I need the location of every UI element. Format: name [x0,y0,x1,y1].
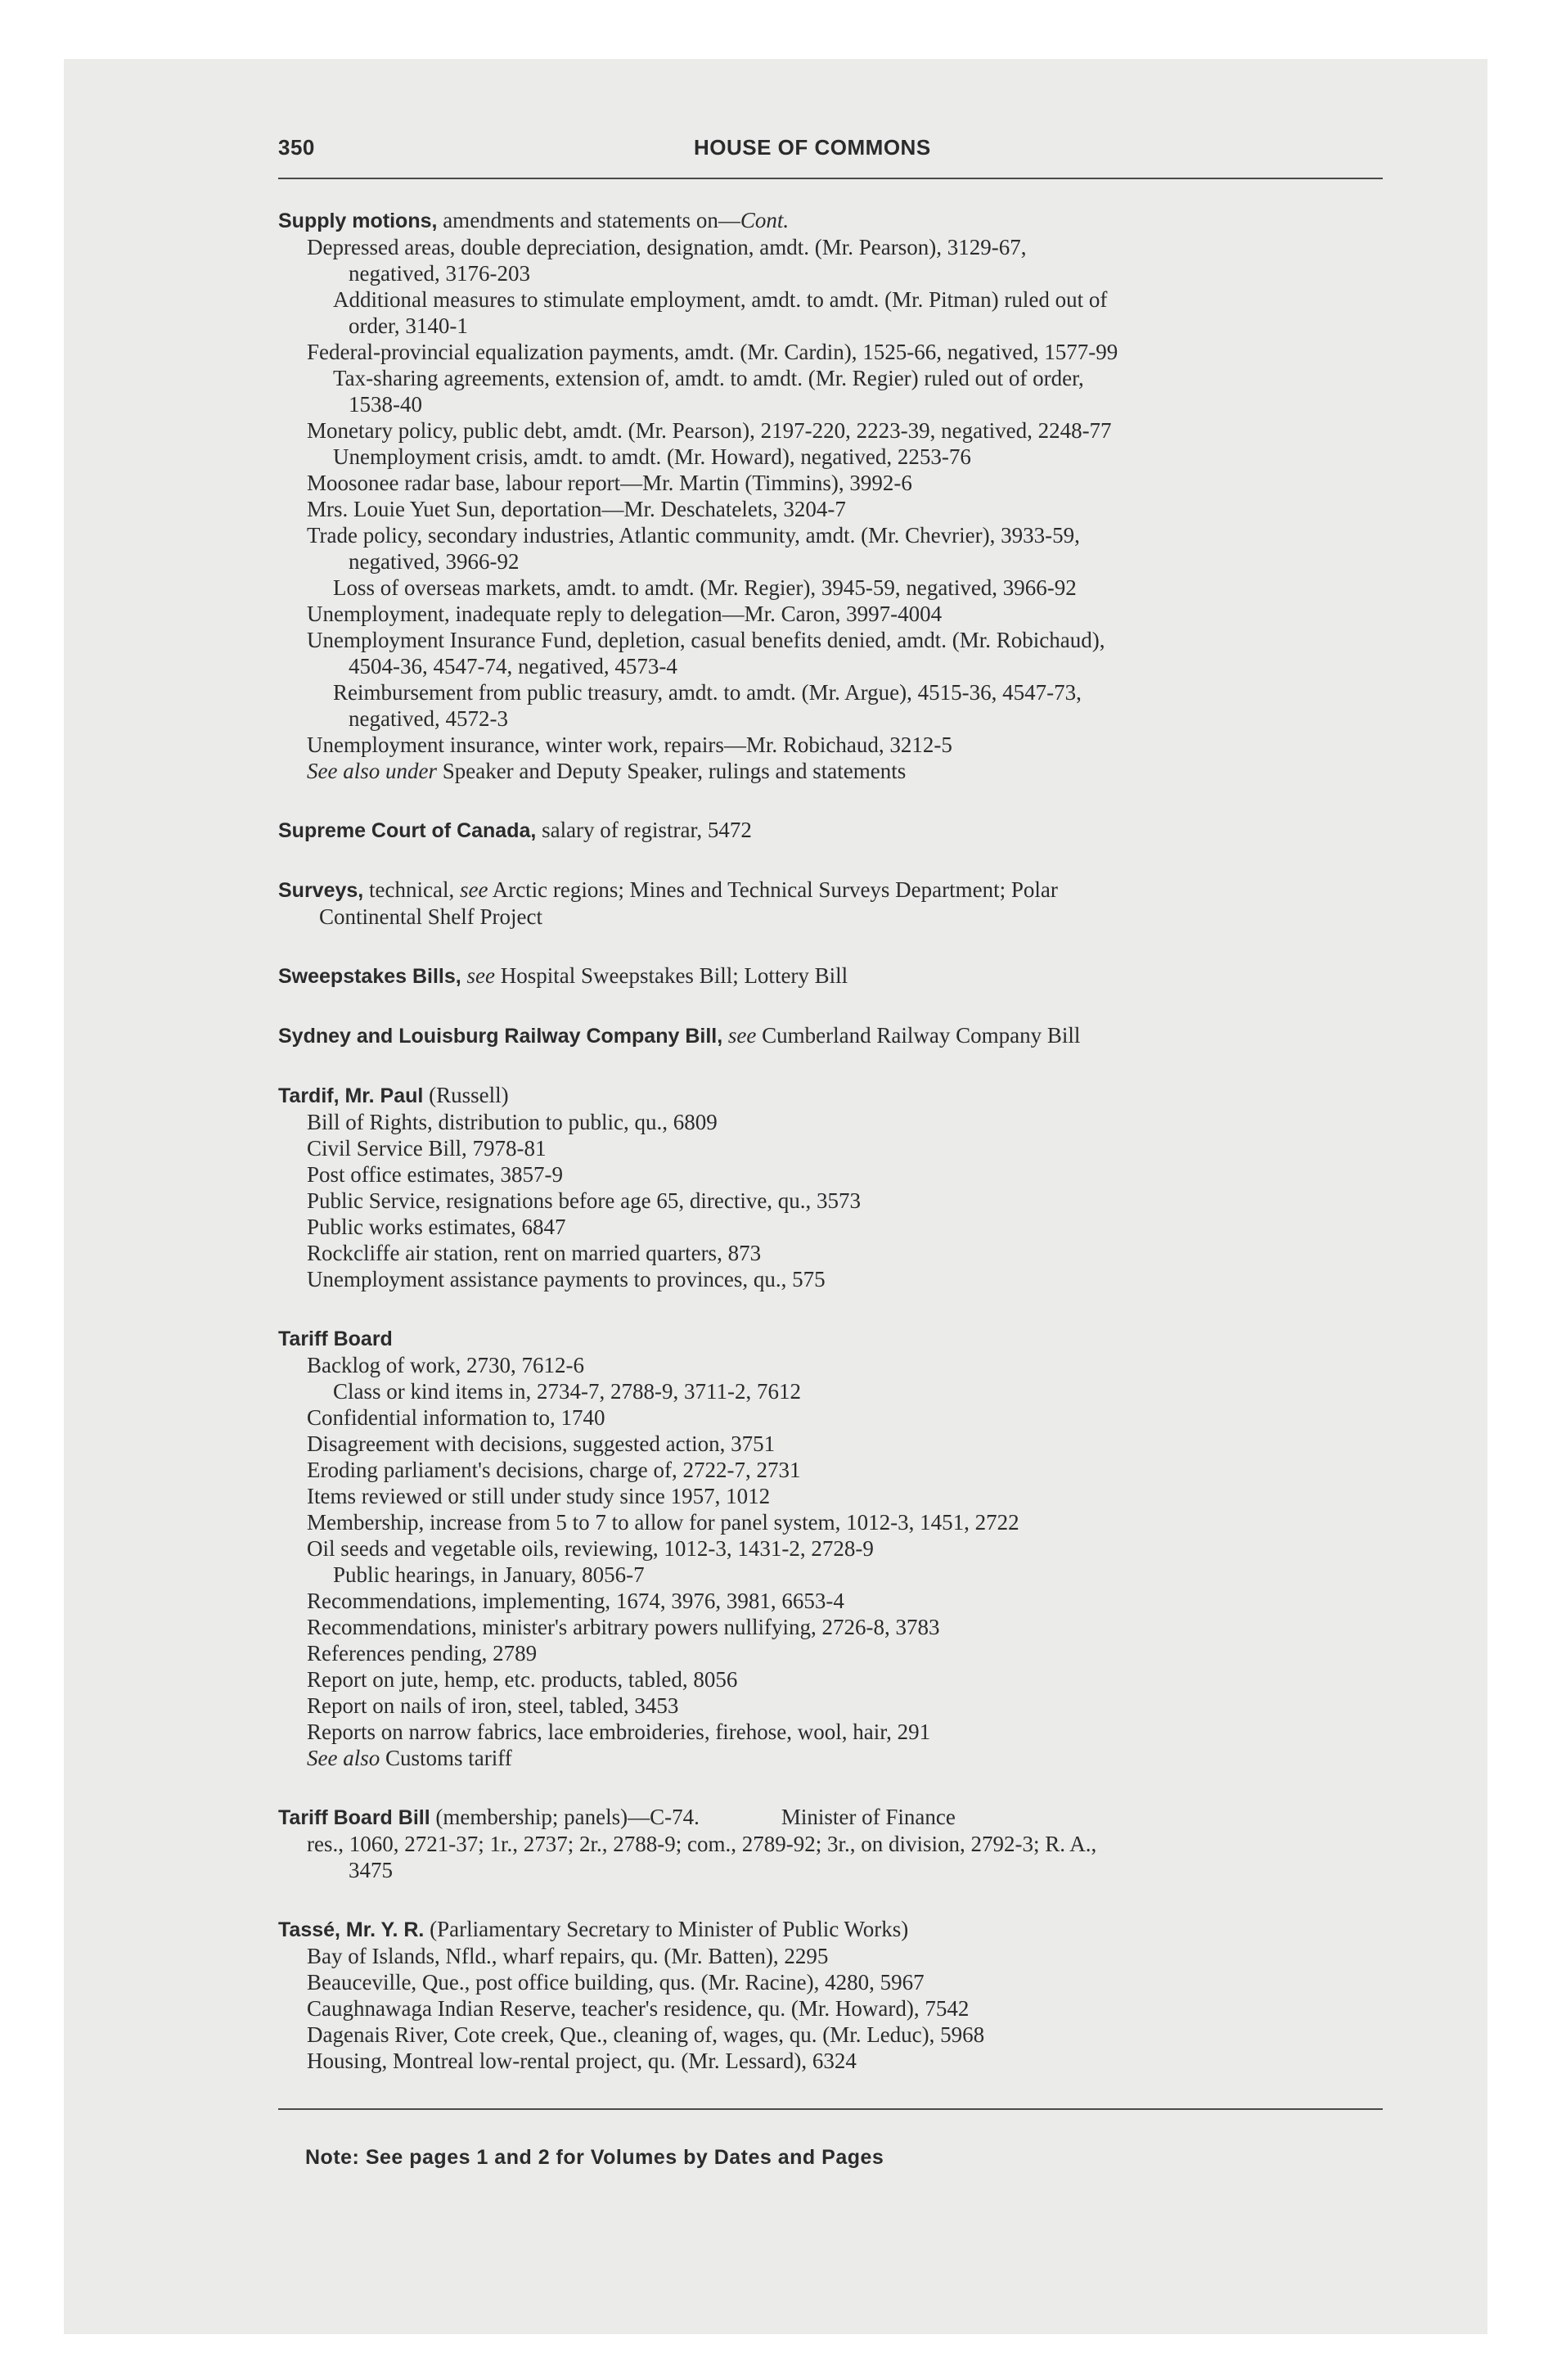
entry-sydney-louisburg [278,1022,1383,1049]
subentry: Reports on narrow fabrics, lace embroideries, firehose, wool, hair, 291 [307,1720,931,1744]
entry-tardif [278,1082,1383,1292]
minister-label: Minister of Finance [781,1805,956,1829]
entry-tasse [278,1916,1383,2074]
subentry: Trade policy, secondary industries, Atlantic community, amdt. (Mr. Chevrier), 3933-59, [307,523,1080,548]
entry-head: Sweepstakes Bills, [278,965,461,988]
entry-text: technical, [363,877,460,902]
subentry-list [278,1109,1383,1292]
subentry: Housing, Montreal low-rental project, qu. (Mr. Lessard), 6324 [307,2049,857,2073]
entry-head: Surveys, [278,879,364,902]
subentry: Eroding parliament's decisions, charge of, 2722-7, 2731 [307,1458,801,1482]
subentry: Recommendations, implementing, 1674, 3976, 3981, 6653-4 [307,1589,844,1613]
entry-head: Tariff Board [278,1327,393,1350]
subentry: References pending, 2789 [307,1641,538,1666]
entry-text: salary of registrar, 5472 [536,818,752,842]
see-label: see [727,1023,757,1048]
entry-supreme-court [278,817,1383,844]
subentry: Unemployment assistance payments to provinces, qu., 575 [307,1267,826,1291]
subentry: Unemployment, inadequate reply to delegation—Mr. Caron, 3997-4004 [307,602,943,626]
entry-text: Arctic regions; Mines and Technical Surveys Department; Polar [488,877,1058,902]
footer-rule [278,2108,1383,2110]
subentry: Rockcliffe air station, rent on married quarters, 873 [307,1241,762,1265]
subentry: Public hearings, in January, 8056-7 [333,1562,645,1587]
entry-head: Supply motions, [278,210,438,232]
subentry: Bay of Islands, Nfld., wharf repairs, qu. (Mr. Batten), 2295 [307,1944,829,1968]
see-also-label: See also [307,1746,380,1770]
subentry: Disagreement with decisions, suggested action, 3751 [307,1431,776,1456]
subentry: Confidential information to, 1740 [307,1405,605,1430]
page-header [278,135,1383,178]
bill-stages-continued: 3475 [349,1858,393,1882]
entry-text: Cumberland Railway Company Bill [756,1023,1081,1048]
see-also-text: Customs tariff [380,1746,512,1770]
subentry: Loss of overseas markets, amdt. to amdt. (Mr. Regier), 3945-59, negatived, 3966-92 [333,575,1077,600]
subentry: Class or kind items in, 2734-7, 2788-9, 3711-2, 7612 [333,1379,801,1404]
entry-continuation: Continental Shelf Project [319,904,542,929]
entry-text: amendments and statements on— [437,208,740,232]
subentry: Additional measures to stimulate employment, amdt. to amdt. (Mr. Pitman) ruled out of [333,287,1108,312]
see-also-label: See also under [307,759,437,783]
entry-heading [278,962,1383,989]
subentry: Beauceville, Que., post office building, qus. (Mr. Racine), 4280, 5967 [307,1970,925,1995]
continued-label: Cont. [740,208,790,232]
subentry: order, 3140-1 [349,313,468,338]
subentry-list [278,1352,1383,1745]
subentry: Report on jute, hemp, etc. products, tabled, 8056 [307,1667,738,1692]
subentry: Depressed areas, double depreciation, designation, amdt. (Mr. Pearson), 3129-67, [307,235,1027,259]
entry-text: Hospital Sweepstakes Bill; Lottery Bill [494,963,848,988]
running-head: HOUSE OF COMMONS [694,135,931,160]
subentry: Tax-sharing agreements, extension of, amdt. to amdt. (Mr. Regier) ruled out of order, [333,366,1084,390]
entry-head: Sydney and Louisburg Railway Company Bill, [278,1025,723,1048]
entry-surveys [278,877,1383,930]
see-also-line [278,758,1383,784]
subentry: Civil Service Bill, 7978-81 [307,1136,547,1161]
subentry-list [278,234,1383,758]
entry-text: (membership; panels)—C-74. [430,1805,700,1829]
entry-heading [278,877,1383,904]
subentry: Membership, increase from 5 to 7 to allow for panel system, 1012-3, 1451, 2722 [307,1510,1019,1535]
header-rule [278,178,1383,179]
entry-supply-motions [278,207,1383,784]
subentry: Oil seeds and vegetable oils, reviewing, 1012-3, 1431-2, 2728-9 [307,1536,874,1561]
entry-heading [278,1022,1383,1049]
subentry: Unemployment crisis, amdt. to amdt. (Mr. Howard), negatived, 2253-76 [333,444,971,469]
entry-heading [278,1325,1383,1352]
index-body [278,207,1383,2074]
subentry: Dagenais River, Cote creek, Que., cleaning of, wages, qu. (Mr. Leduc), 5968 [307,2022,985,2047]
subentry: Unemployment Insurance Fund, depletion, casual benefits denied, amdt. (Mr. Robichaud), [307,628,1105,652]
subentry: Public Service, resignations before age 65, directive, qu., 3573 [307,1188,862,1213]
subentry: 4504-36, 4547-74, negatived, 4573-4 [349,654,677,678]
subentry: negatived, 4572-3 [349,706,508,731]
subentry: Monetary policy, public debt, amdt. (Mr. Pearson), 2197-220, 2223-39, negatived, 2248-77 [307,418,1112,443]
subentry: Caughnawaga Indian Reserve, teacher's residence, qu. (Mr. Howard), 7542 [307,1996,970,2021]
entry-head: Tassé, Mr. Y. R. [278,1918,425,1941]
bill-stages: res., 1060, 2721-37; 1r., 2737; 2r., 2788-9; com., 2789-92; 3r., on division, 2792-3; R. A., [307,1832,1097,1856]
subentry: 1538-40 [349,392,422,417]
subentry: Moosonee radar base, labour report—Mr. Martin (Timmins), 3992-6 [307,471,912,495]
subentry-list [278,1943,1383,2074]
entry-heading [278,1916,1383,1943]
see-label: see [466,963,495,988]
subentry: Backlog of work, 2730, 7612-6 [307,1353,584,1377]
entry-head: Tardif, Mr. Paul [278,1084,424,1107]
subentry: Post office estimates, 3857-9 [307,1162,563,1187]
subentry: Report on nails of iron, steel, tabled, 3453 [307,1693,679,1718]
entry-head: Supreme Court of Canada, [278,819,537,842]
subentry: Public works estimates, 6847 [307,1215,566,1239]
entry-head: Tariff Board Bill [278,1806,430,1829]
see-also-text: Speaker and Deputy Speaker, rulings and statements [436,759,907,783]
subentry: Reimbursement from public treasury, amdt. to amdt. (Mr. Argue), 4515-36, 4547-73, [333,680,1082,705]
subentry: Unemployment insurance, winter work, repairs—Mr. Robichaud, 3212-5 [307,732,952,757]
entry-tariff-board [278,1325,1383,1771]
index-page [278,135,1383,2170]
subentry: Federal-provincial equalization payments, amdt. (Mr. Cardin), 1525-66, negatived, 1577-99 [307,340,1118,364]
entry-heading [278,1082,1383,1109]
subentry: negatived, 3966-92 [349,549,520,574]
subentry: Bill of Rights, distribution to public, qu., 6809 [307,1110,718,1134]
entry-text: (Parliamentary Secretary to Minister of Public Works) [424,1917,909,1941]
entry-text: (Russell) [423,1083,509,1107]
entry-tariff-board-bill [278,1804,1383,1883]
subentry: Recommendations, minister's arbitrary powers nullifying, 2726-8, 3783 [307,1615,940,1639]
entry-heading [278,817,1383,844]
subentry: Items reviewed or still under study since 1957, 1012 [307,1484,771,1508]
subentry: Mrs. Louie Yuet Sun, deportation—Mr. Deschatelets, 3204-7 [307,497,846,521]
subentry: negatived, 3176-203 [349,261,530,286]
entry-heading [278,207,1383,234]
page-number: 350 [278,135,315,160]
entry-sweepstakes [278,962,1383,989]
see-also-line [278,1745,1383,1771]
see-label: see [459,877,488,902]
entry-heading [278,1804,1383,1831]
footer-note: Note: See pages 1 and 2 for Volumes by Dates and Pages [305,2146,884,2169]
